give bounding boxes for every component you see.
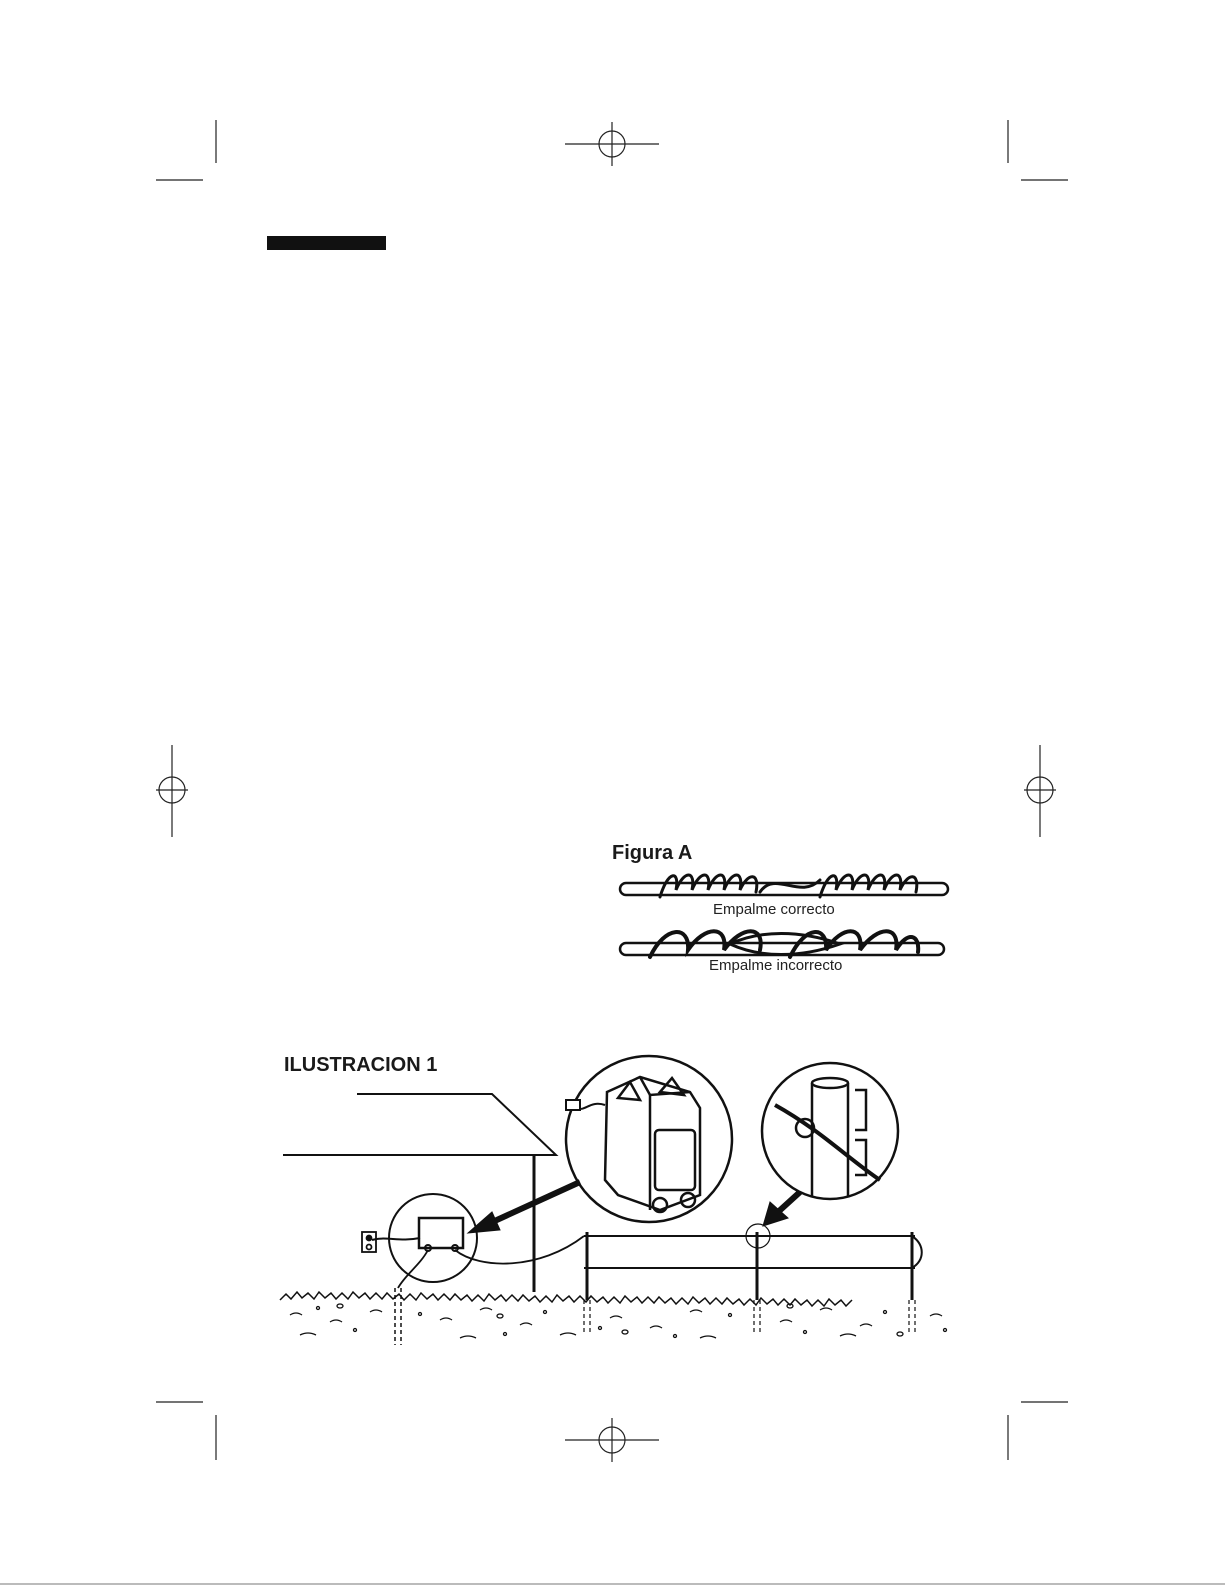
controller-detail-circle [389, 1194, 477, 1282]
ground-grass [280, 1292, 947, 1338]
outlet-icon [362, 1232, 376, 1252]
incorrect-splice-caption: Empalme incorrecto [709, 957, 843, 974]
arrow-to-controller [468, 1182, 580, 1233]
arrow-to-fence-post [763, 1192, 800, 1226]
fence [584, 1224, 922, 1335]
energizer-zoom-circle [566, 1056, 732, 1222]
insulator-zoom-circle [762, 1063, 898, 1199]
figure-a-title: Figura A [612, 842, 693, 864]
illustration-title: ILUSTRACION 1 [284, 1054, 438, 1076]
correct-splice-caption: Empalme correcto [713, 901, 835, 918]
